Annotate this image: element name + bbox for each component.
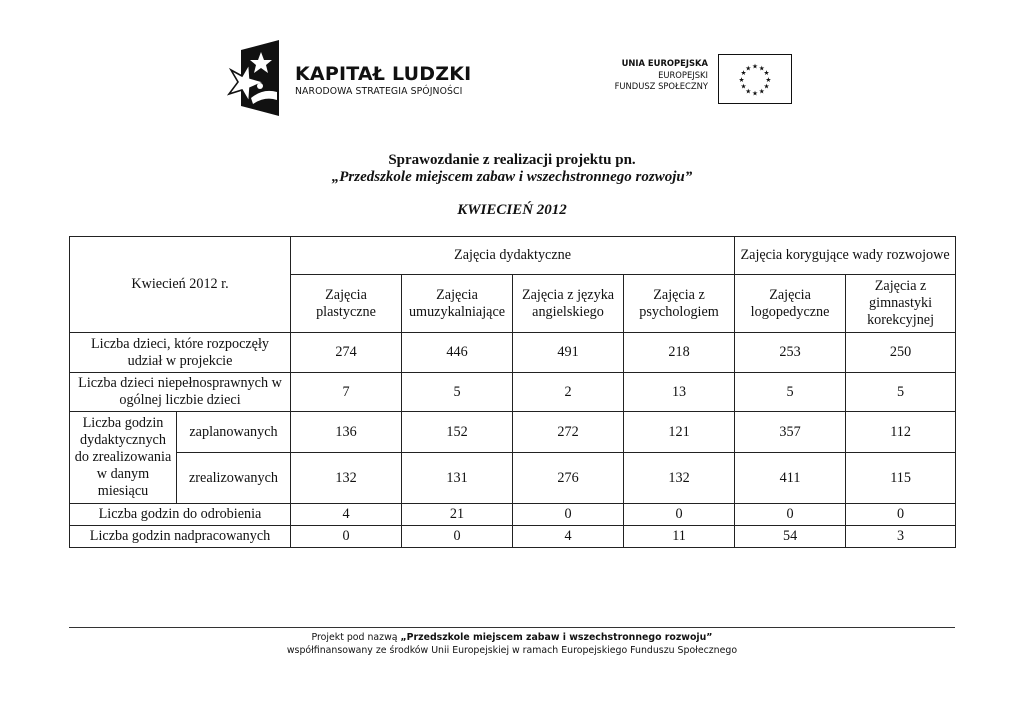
report-title: Sprawozdanie z realizacji projektu pn.: [388, 152, 636, 168]
table-cell: 0: [402, 526, 513, 548]
table-cell: 2: [513, 373, 624, 412]
table-row: [70, 526, 956, 548]
table-cell: 253: [735, 333, 846, 373]
table-cell: 446: [402, 333, 513, 373]
table-cell: 357: [735, 412, 846, 453]
table-cell: 274: [291, 333, 402, 373]
table-cell: 13: [624, 373, 735, 412]
row-label: Liczba godzin do odrobienia: [70, 504, 291, 526]
column-header: Zajęcia plastyczne: [291, 275, 402, 333]
svg-text:★: ★: [745, 64, 752, 73]
svg-text:★: ★: [763, 82, 770, 91]
eu-line2: EUROPEJSKI: [658, 69, 708, 80]
footer-line1: [0, 632, 1024, 645]
table-cell: 136: [291, 412, 402, 453]
group-header-dydaktyczne: Zajęcia dydaktyczne: [291, 237, 735, 275]
table-cell: 21: [402, 504, 513, 526]
table-cell: 4: [513, 526, 624, 548]
table-cell: 131: [402, 453, 513, 504]
eu-logo: [600, 54, 792, 106]
table-row: [70, 453, 956, 504]
report-month: KWIECIEŃ 2012: [457, 202, 567, 218]
table-row: [70, 333, 956, 373]
table-cell: 4: [291, 504, 402, 526]
table-cell: 0: [735, 504, 846, 526]
column-header: Zajęcia z psychologiem: [624, 275, 735, 333]
svg-text:★: ★: [751, 62, 759, 71]
table-cell: 132: [624, 453, 735, 504]
svg-text:★: ★: [763, 69, 770, 78]
table-cell: 132: [291, 453, 402, 504]
eu-line1: UNIA EUROPEJSKA: [621, 58, 708, 68]
column-header: Zajęcia z gimnastyki korekcyjnej: [846, 275, 956, 333]
eu-line3: FUNDUSZ SPOŁECZNY: [614, 81, 708, 91]
svg-text:★: ★: [740, 82, 747, 91]
table-cell: 3: [846, 526, 956, 548]
table-cell: 7: [291, 373, 402, 412]
row-group-label: Liczba godzin dydaktycznych do zrealizowania w danym miesiącu: [70, 412, 177, 504]
row-label: zrealizowanych: [177, 453, 291, 504]
column-header: Zajęcia z języka angielskiego: [513, 275, 624, 333]
table-cell: 112: [846, 412, 956, 453]
column-header: Zajęcia logopedyczne: [735, 275, 846, 333]
report-heading: [0, 152, 1024, 219]
eu-flag-icon: [718, 54, 792, 104]
table-cell: 152: [402, 412, 513, 453]
table-row: [70, 504, 956, 526]
table-cell: 115: [846, 453, 956, 504]
table-cell: 276: [513, 453, 624, 504]
table-cell: 0: [513, 504, 624, 526]
table-cell: 0: [624, 504, 735, 526]
table-cell: 5: [402, 373, 513, 412]
table-cell: 218: [624, 333, 735, 373]
kapital-ludzki-title: KAPITAŁ LUDZKI: [295, 63, 472, 85]
row-label: Liczba godzin nadpracowanych: [70, 526, 291, 548]
row-label: zaplanowanych: [177, 412, 291, 453]
svg-text:★: ★: [745, 87, 752, 96]
table-cell: 0: [846, 504, 956, 526]
table-cell: 411: [735, 453, 846, 504]
footer-line2: współfinansowany ze środków Unii Europejskiej w ramach Europejskiego Funduszu Społecznego: [286, 644, 738, 656]
table-row: [70, 373, 956, 412]
kapital-ludzki-emblem-icon: [227, 40, 279, 116]
table-header-row: [70, 237, 956, 275]
svg-text:★: ★: [738, 75, 745, 84]
table-cell: 491: [513, 333, 624, 373]
svg-text:★: ★: [758, 64, 765, 73]
table-cell: 54: [735, 526, 846, 548]
row-label: Liczba dzieci, które rozpoczęły udział w projekcie: [70, 333, 291, 373]
table-cell: 121: [624, 412, 735, 453]
svg-text:★: ★: [751, 89, 759, 98]
table-corner-cell: Kwiecień 2012 r.: [70, 237, 291, 333]
page-footer: [0, 632, 1024, 657]
report-table: [69, 236, 956, 548]
footer-prefix: Projekt pod nazwą: [311, 632, 401, 643]
column-header: Zajęcia umuzykalniające: [402, 275, 513, 333]
table-row: [70, 412, 956, 453]
table-cell: 0: [291, 526, 402, 548]
project-name: „Przedszkole miejscem zabaw i wszechstronnego rozwoju”: [331, 169, 693, 185]
footer-divider: [69, 627, 955, 628]
kapital-ludzki-subtitle: NARODOWA STRATEGIA SPÓJNOŚCI: [295, 86, 463, 97]
footer-project-name: „Przedszkole miejscem zabaw i wszechstronnego rozwoju”: [400, 632, 713, 643]
group-header-korygujace: Zajęcia korygujące wady rozwojowe: [735, 237, 956, 275]
table-cell: 250: [846, 333, 956, 373]
table-cell: 5: [846, 373, 956, 412]
row-label: Liczba dzieci niepełnosprawnych w ogólnej liczbie dzieci: [70, 373, 291, 412]
svg-text:★: ★: [740, 69, 747, 78]
table-cell: 272: [513, 412, 624, 453]
table-cell: 11: [624, 526, 735, 548]
table-cell: 5: [735, 373, 846, 412]
svg-text:★: ★: [758, 87, 765, 96]
kapital-ludzki-logo: [227, 40, 477, 116]
svg-text:★: ★: [765, 75, 772, 84]
